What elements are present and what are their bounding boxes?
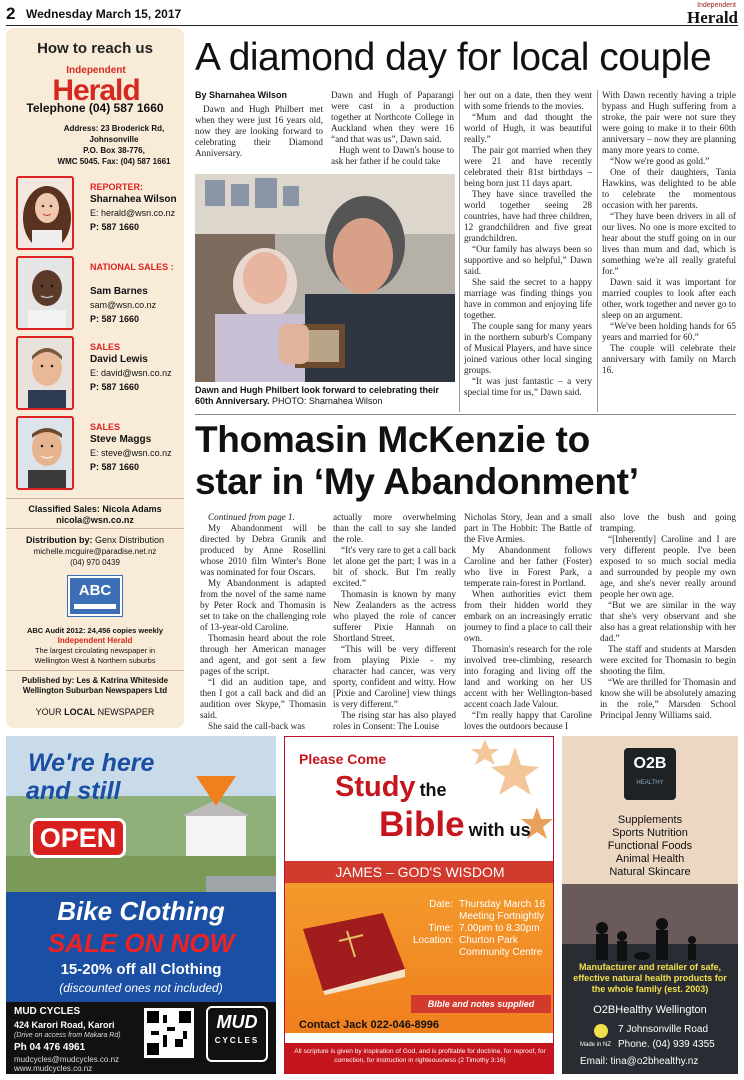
- story1-column-4: [602, 90, 736, 412]
- contact-phone: P: 587 1660: [90, 314, 140, 324]
- o2b-healthy-ad[interactable]: [562, 736, 738, 1074]
- story2-column-4: [600, 512, 736, 732]
- story1-column-1: [195, 104, 323, 172]
- distribution-label: Distribution by:: [25, 535, 93, 545]
- sales-photo: [16, 336, 74, 410]
- paragraph: She said the call-back was: [208, 721, 305, 731]
- published-company: Wellington Suburban Newspapers Ltd: [22, 686, 168, 695]
- tagline-b: LOCAL: [64, 707, 96, 717]
- paragraph: “It's very rare to get a call back let alone get the part; I was in a bit of shock. But I'm really excited.”: [333, 545, 456, 588]
- ad1-shop-name: MUD CYCLES: [14, 1006, 81, 1017]
- paragraph: “They have been drivers in all of our lives. No one is more excited to hear about the stuff going on in our lives than mum and dad, which is something we're all really grateful for.”: [602, 211, 736, 276]
- address: [44, 123, 184, 167]
- audit-paper: Independent Herald: [57, 636, 133, 645]
- column-rule: [459, 90, 460, 412]
- ad1-line1: We're here: [28, 749, 155, 777]
- column-rule: [597, 90, 598, 412]
- published-label: Published by:: [21, 676, 75, 685]
- contact-card-sales: [16, 416, 184, 496]
- tagline-a: YOUR: [35, 707, 65, 717]
- paragraph: “But we are similar in the way that she's very observant and she also has a great relationship with her dad.”: [600, 600, 736, 643]
- ad2-loc-row2: [413, 947, 549, 959]
- address-line: WMC 5045. Fax: (04) 587 1661: [57, 157, 171, 166]
- ad2-location: Churton Park: [459, 935, 518, 946]
- ad1-drive-note: (Drive on access from Makara Rd): [14, 1032, 121, 1039]
- ad1-sale: SALE ON NOW: [47, 928, 235, 958]
- telephone: Telephone (04) 587 1660: [26, 101, 164, 115]
- paragraph: They have since travelled the world together seeing 28 countries, have had three children, 12 grandchildren and five great grandchildren.: [464, 189, 592, 243]
- paragraph: The staff and students at Marsden were excited for Thomasin to begin shooting the film.: [600, 644, 736, 676]
- audit-text: ABC Audit 2012: 24,456 copies weekly: [26, 626, 164, 635]
- ad2-date-label: Date:: [429, 899, 453, 910]
- story2-headline-line1: Thomasin McKenzie to: [195, 419, 590, 460]
- tagline-c: NEWSPAPER: [95, 707, 155, 717]
- herald-logo: [44, 66, 148, 106]
- published-by: [6, 676, 184, 686]
- contact-card-national-sales: [16, 256, 184, 336]
- o2b-leaf-icon: [594, 1024, 608, 1038]
- paragraph: The rising star has also played roles in Consent: The Louise: [333, 710, 456, 731]
- mud-cycles-ad[interactable]: [6, 736, 276, 1074]
- contact-name: Sam Barnes: [90, 286, 148, 297]
- ad3-item: Functional Foods: [607, 840, 693, 852]
- ad2-supplied: Bible and notes supplied: [411, 995, 551, 1013]
- paragraph: Nicholas Story, Jean and a small part in The Hobbit: The Battle of the Five Armies.: [464, 512, 592, 544]
- contact-card-sales: [16, 336, 184, 416]
- story-divider: [195, 414, 736, 415]
- caption-credit: PHOTO: Sharnahea Wilson: [269, 396, 383, 406]
- distribution: [6, 535, 184, 545]
- contact-sidebar: [6, 28, 184, 728]
- contact-email[interactable]: E: steve@wsn.co.nz: [90, 448, 172, 458]
- contact-email[interactable]: sam@wsn.co.nz: [90, 300, 157, 310]
- paragraph: “Our family has always been so supportive and so helpful,” Dawn said.: [464, 244, 592, 276]
- address-line: Address: 23 Broderick Rd,: [63, 124, 165, 133]
- ad2-scripture: All scripture is given by inspiration of God, and is profitable for doctrine, for reproof, for correction, for instruction in righteousness (2 Timothy 3:16): [285, 1043, 554, 1074]
- paragraph: Dawn and Hugh Philbert met when they were just 16 years old, now they are looking forward to celebrating their Diamond Anniversary.: [195, 104, 323, 158]
- paragraph: her out on a date, then they went with some friends to the movies.: [464, 90, 592, 111]
- paragraph: The couple sang for many years in the northern suburb's Company of Musical Players, and have since joined various other local singing groups.: [464, 321, 592, 375]
- ad2-time: 7.00pm to 8.30pm: [459, 923, 540, 934]
- ad1-discount-note: (discounted ones not included): [59, 981, 223, 995]
- ad3-email[interactable]: Email: tina@o2bhealthy.nz: [580, 1056, 699, 1067]
- masthead-logo-big: Herald: [687, 8, 738, 27]
- contact-phone: P: 587 1660: [90, 462, 140, 472]
- divider: [6, 528, 184, 529]
- contact-name: David Lewis: [90, 354, 148, 365]
- bible-book-icon: [293, 909, 407, 995]
- paragraph: also love the bush and going tramping.: [600, 512, 736, 533]
- ad2-heading-line2: [379, 805, 531, 845]
- ad2-loc-label: Location:: [413, 935, 454, 946]
- ad3-product-list: [562, 814, 738, 879]
- ad2-location2: Community Centre: [459, 947, 543, 958]
- ad1-discount: 15-20% off all Clothing: [60, 961, 222, 978]
- paragraph: When authorities evict them from their hidden world they embark on an increasingly erratic journey to find a place to call their own.: [464, 589, 592, 643]
- contact-email[interactable]: E: herald@wsn.co.nz: [90, 208, 176, 218]
- sidebar-title: How to reach us: [37, 40, 153, 57]
- page-number: 2: [6, 4, 16, 23]
- story2-column-1: [200, 512, 326, 732]
- ad3-item: Animal Health: [615, 853, 685, 865]
- caption-bold: Dawn and Hugh Philbert look forward to celebrating their 60th Anniversary.: [195, 385, 440, 406]
- story2-column-2: [333, 512, 456, 732]
- paragraph: “We are thrilled for Thomasin and know she will be absolutely amazing in the role,” Marsden School Principal Jenny Williams said.: [600, 677, 736, 720]
- contact-card-reporter: [16, 176, 184, 256]
- contact-email[interactable]: E: david@wsn.co.nz: [90, 368, 172, 378]
- paragraph: With Dawn recently having a triple bypass and Hugh suffering from a stroke, the pair were not sure they were going to make it to their 60th anniversary – now they are planning many more years to come.: [602, 90, 736, 155]
- ad1-address: 424 Karori Road, Karori: [14, 1020, 115, 1030]
- story2-headline-line2: star in ‘My Abandonment’: [195, 461, 639, 502]
- open-sign: OPEN: [30, 818, 126, 858]
- ad3-made-in: Made in NZ: [580, 1042, 612, 1048]
- ad2-contact: Contact Jack 022-046-8996: [299, 1019, 440, 1031]
- contact-name: Steve Maggs: [90, 434, 152, 445]
- ad3-phone: Phone. (04) 939 4355: [618, 1039, 715, 1050]
- ad2-date-row2: [413, 911, 549, 923]
- o2b-logo-sub: HEALTHY: [636, 780, 664, 786]
- paragraph: Hugh went to Dawn's house to ask her father if he could take: [331, 145, 454, 166]
- photo-caption: [195, 385, 455, 407]
- distribution-phone: (04) 970 0439: [70, 558, 120, 567]
- qr-code-icon[interactable]: [144, 1008, 194, 1058]
- contact-role: SALES: [90, 342, 121, 352]
- story2-column-3: [464, 512, 592, 732]
- ad1-email[interactable]: mudcycles@mudcycles.co.nz: [14, 1055, 120, 1064]
- ad2-study: Study: [335, 771, 416, 803]
- contact-phone: P: 587 1660: [90, 222, 140, 232]
- continued-note: Continued from page 1.: [208, 512, 295, 522]
- paragraph: “I did an audition tape, and then I got a call back and did an audition over Skype,” Thomasin said.: [200, 677, 326, 720]
- ad2-banner: JAMES – GOD'S WISDOM: [285, 861, 554, 883]
- divider: [6, 498, 184, 499]
- paragraph: Thomasin's research for the role involved tree-climbing, research into foraging and living off the land and working on her US accent with her Wellington-based accent coach Jade Valour.: [464, 644, 592, 709]
- story1-headline: A diamond day for local couple: [195, 36, 712, 79]
- distribution-name: Genx Distribution: [92, 535, 165, 545]
- ad2-date2: Meeting Fortnightly: [459, 911, 545, 922]
- paragraph: actually more overwhelming than the call to say she landed the role.: [333, 512, 456, 544]
- ad2-with-us: with us: [468, 820, 531, 840]
- ad1-phone: Ph 04 476 4961: [14, 1042, 86, 1053]
- bible-study-ad[interactable]: [284, 736, 554, 1074]
- address-line: P.O. Box 38-776,: [83, 146, 145, 155]
- ad3-item: Sports Nutrition: [612, 827, 688, 839]
- mud-logo-text: MUD: [216, 1012, 258, 1032]
- sales-photo: [16, 416, 74, 490]
- paragraph: “[Inherently] Caroline and I are very different people. I've been exposed to so much social media and surrounded by people my own age, and she's never really around people her own age.: [600, 534, 736, 599]
- ad2-the: the: [419, 780, 447, 800]
- classified-email[interactable]: nicola@wsn.co.nz: [56, 515, 134, 525]
- address-line: Johnsonville: [89, 135, 139, 144]
- ad2-bible: Bible: [379, 805, 465, 844]
- distribution-email[interactable]: michelle.mcguire@paradise.net.nz: [33, 547, 157, 556]
- paragraph: My Abandonment is adapted from the novel of the same name by Peter Rock and Thomasin is set to take on the challenging role of 13-year-old Caroline.: [200, 578, 326, 632]
- paragraph: She said the secret to a happy marriage was finding things you have in common and enjoying life together.: [464, 277, 592, 320]
- paragraph: “Mum and dad thought the world of Hugh, it was beautiful really.”: [464, 112, 592, 144]
- ad2-details: [413, 899, 549, 959]
- tagline: [6, 707, 184, 717]
- paragraph: “Now we're good as gold.”: [610, 156, 710, 166]
- ad2-heading-line1: [335, 771, 447, 804]
- abc-logo-text: ABC: [78, 582, 112, 599]
- ad2-time-row: [413, 923, 549, 935]
- ad3-address: 7 Johnsonville Road: [618, 1024, 709, 1035]
- paragraph: The couple will celebrate their anniversary with family on March 16.: [602, 343, 736, 375]
- o2b-logo-text: O2B: [633, 755, 667, 772]
- ad3-item: Supplements: [617, 814, 683, 826]
- paragraph: “It was just fantastic – a very special time for us,” Dawn said.: [464, 376, 592, 397]
- ad2-time-label: Time:: [428, 923, 453, 934]
- story1-column-2: [331, 90, 454, 172]
- paragraph: One of their daughters, Tania Hawkins, was delighted to be able to celebrate the momentous occasion with her parents.: [602, 167, 736, 210]
- classified-sales: Classified Sales: Nicola Adams: [28, 504, 162, 514]
- reporter-photo: [16, 176, 74, 250]
- page-header: [6, 4, 738, 26]
- ad3-tagline: Manufacturer and retailer of safe, effective natural health products for the whole family (est. 2003): [573, 962, 727, 994]
- herald-logo-big: Herald: [52, 74, 140, 107]
- paragraph: “We've been holding hands for 65 years and married for 60.”: [602, 321, 736, 342]
- ad1-bike-clothing: Bike Clothing: [57, 896, 225, 926]
- ad1-line2: and still: [26, 777, 121, 805]
- o2b-logo: [624, 748, 676, 800]
- mud-logo-sub: CYCLES: [214, 1036, 260, 1045]
- masthead-logo-small: Independent: [697, 2, 736, 9]
- masthead-logo: [687, 2, 738, 26]
- paragraph: “I'm really happy that Caroline loves the outdoors because I: [464, 710, 592, 731]
- contact-role: SALES: [90, 422, 121, 432]
- paragraph: Dawn and Hugh of Paparangi were cast in a production together at Northcote College in Auckland when they were 16 “and that was us”, Dawn said.: [331, 90, 454, 144]
- herald-logo-small: Independent: [66, 65, 126, 76]
- contact-phone: P: 587 1660: [90, 382, 140, 392]
- ad2-please-come: Please Come: [299, 751, 387, 767]
- paragraph: “This will be very different from playing Pixie - my character had cancer, was very sporty, confident and witty. How [Pixie and Caroline] view things is very different.”: [333, 644, 456, 709]
- paragraph: The pair got married when they were 21 and have recently celebrated their 81st birthdays – being born just 11 days apart.: [464, 145, 592, 188]
- contact-role: REPORTER:: [90, 182, 144, 192]
- ad1-website[interactable]: www.mudcycles.co.nz: [14, 1064, 93, 1073]
- ad2-date: Thursday March 16: [459, 899, 546, 910]
- divider: [6, 670, 184, 671]
- page-date: Wednesday March 15, 2017: [26, 7, 182, 21]
- paragraph: Dawn said it was important for married couples to look after each other, work together and never go to sleep on an argument.: [602, 277, 736, 320]
- paragraph: My Abandonment will be directed by Debra Granik and produced by Anne Rosellini whose 2010 film Winter's Bone was nominated for four Oscars.: [200, 523, 326, 577]
- ad3-item: Natural Skincare: [609, 866, 691, 878]
- contact-role: NATIONAL SALES :: [90, 262, 174, 272]
- story1-column-3: [464, 90, 592, 412]
- ad2-date-row: [413, 899, 549, 911]
- paragraph: Thomasin is known by many New Zealanders as the actress who played the role of cancer sufferer Pixie Hannah on Shortland Street.: [333, 589, 456, 643]
- couple-photo: [195, 174, 455, 382]
- ad3-store-name: O2BHealthy Wellington: [593, 1004, 707, 1016]
- ad2-loc-row: [413, 935, 549, 947]
- paragraph: Thomasin heard about the role through her American manager and agent, and got sent a few pages of the script.: [200, 633, 326, 676]
- sales-photo: [16, 256, 74, 330]
- story1-byline: By Sharnahea Wilson: [195, 90, 287, 100]
- audit-desc: The largest circulating newspaper in Wellington West & Northern suburbs: [34, 646, 156, 665]
- published-names: Les & Katrina Whiteside: [74, 676, 169, 685]
- abc-audit-logo: [68, 576, 122, 616]
- mud-cycles-logo: [206, 1006, 268, 1062]
- paragraph: My Abandonment follows Caroline and her father (Foster) who live in Forest Park, a temperate rain-forest in Portland.: [464, 545, 592, 588]
- contact-name: Sharnahea Wilson: [90, 194, 177, 205]
